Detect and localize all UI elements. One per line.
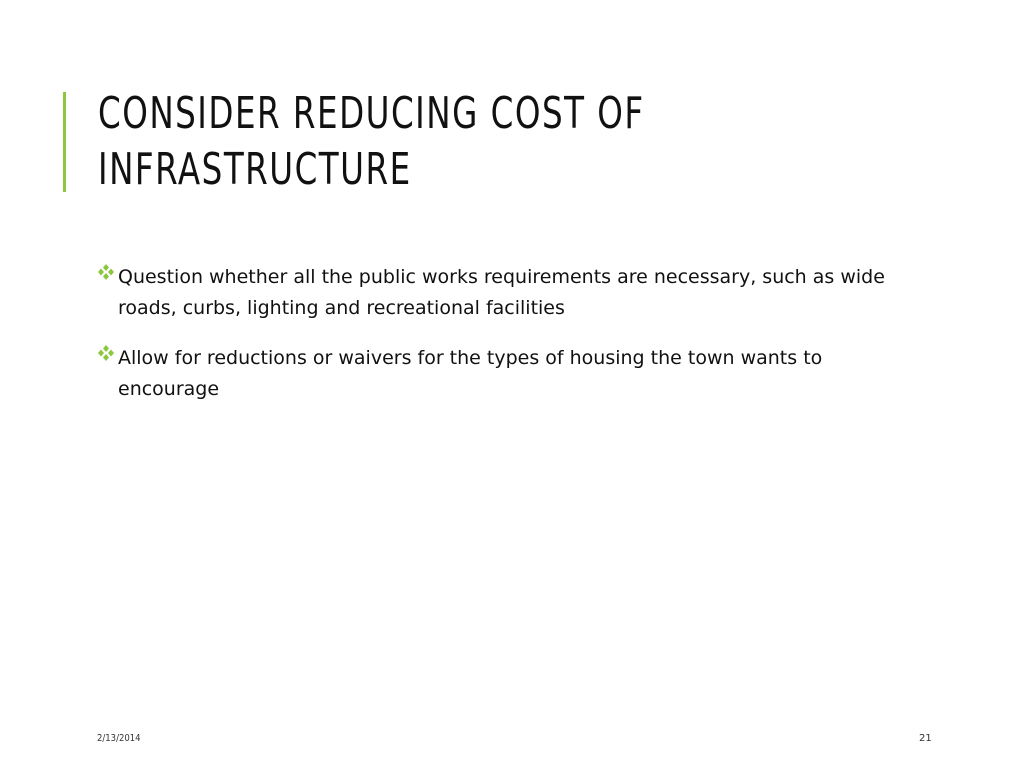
bullet-text: Question whether all the public works requirements are necessary, such as wide roads, curbs, lighting and recreational facilities	[118, 266, 885, 319]
footer-page-number: 21	[919, 733, 932, 744]
slide-title: CONSIDER REDUCING COST OF INFRASTRUCTURE	[98, 88, 645, 195]
list-item	[96, 262, 896, 324]
bullet-list	[96, 262, 896, 424]
diamond-quad-icon	[96, 344, 116, 362]
title-accent-bar	[63, 92, 66, 192]
diamond-quad-icon	[96, 263, 116, 281]
footer-date: 2/13/2014	[97, 733, 141, 744]
list-item	[96, 343, 896, 405]
bullet-text: Allow for reductions or waivers for the types of housing the town wants to encourage	[118, 347, 823, 400]
